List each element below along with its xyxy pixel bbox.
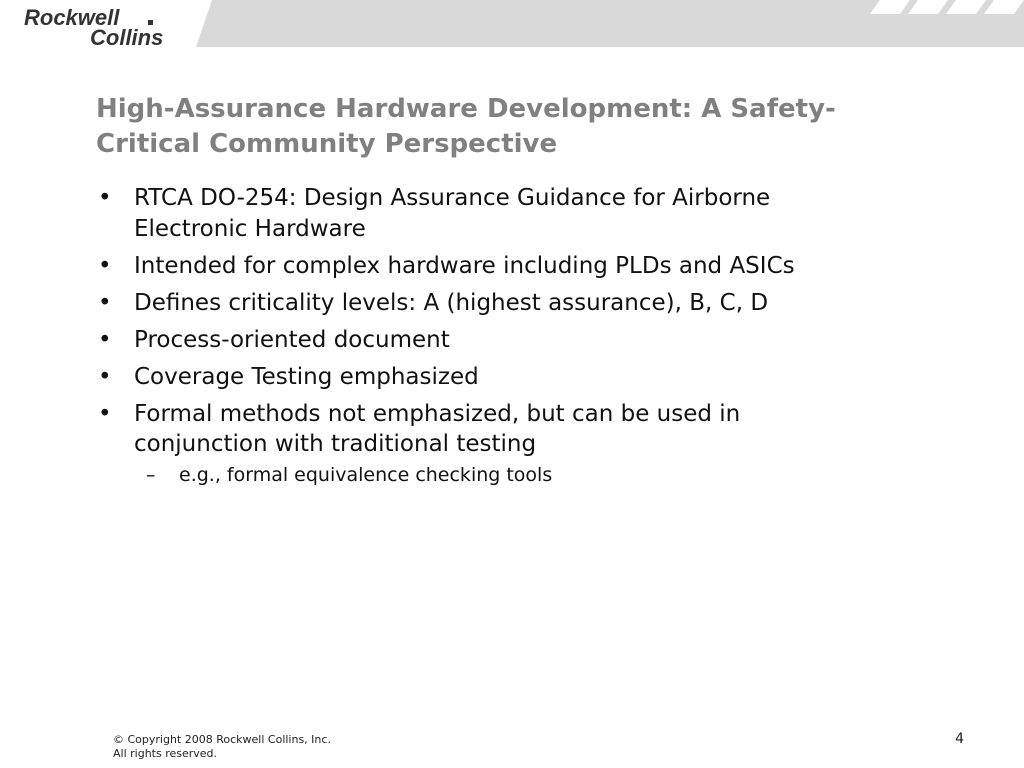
- sub-bullet-symbol: –: [146, 463, 156, 486]
- sub-bullet-item: [134, 463, 956, 487]
- bullet-text: Process-oriented document: [134, 326, 450, 353]
- bullet-symbol: •: [98, 252, 112, 279]
- bullet-item: [96, 399, 956, 487]
- bullet-symbol: •: [98, 326, 112, 353]
- bullet-text: Coverage Testing emphasized: [134, 363, 479, 390]
- sub-bullet-list: [134, 463, 956, 487]
- bullet-text-continued: conjunction with traditional testing: [134, 431, 537, 457]
- bullet-item: [96, 325, 956, 356]
- rights-line: All rights reserved.: [113, 747, 218, 760]
- bullet-symbol: •: [98, 289, 112, 316]
- logo-text-rockwell: Rockwell: [24, 6, 120, 30]
- page-number: 4: [955, 731, 964, 747]
- logo-text-collins: Collins: [90, 25, 164, 46]
- bullet-item: [96, 251, 956, 282]
- bullet-text: Formal methods not emphasized, but can be used in: [134, 400, 741, 427]
- slide-title-line1: High-Assurance Hardware Development: A Safety-: [96, 94, 836, 124]
- sub-bullet-text: e.g., formal equivalence checking tools: [179, 463, 553, 486]
- bullet-text: Intended for complex hardware including PLDs and ASICs: [134, 252, 795, 279]
- bullet-text-continued: Electronic Hardware: [134, 215, 366, 242]
- copyright-notice: [113, 733, 331, 761]
- bullet-item: [96, 362, 956, 393]
- bullet-list: [96, 183, 956, 493]
- bullet-item: [96, 288, 956, 319]
- slide-title: [96, 92, 956, 162]
- bullet-text: Defines criticality levels: A (highest assurance), B, C, D: [134, 289, 769, 316]
- copyright-line: © Copyright 2008 Rockwell Collins, Inc.: [113, 733, 331, 746]
- bullet-symbol: •: [98, 363, 112, 390]
- bullet-symbol: •: [98, 400, 112, 427]
- slide-title-line2: Critical Community Perspective: [96, 129, 558, 159]
- bullet-symbol: •: [98, 185, 112, 211]
- bullet-text: RTCA DO-254: Design Assurance Guidance for Airborne: [134, 185, 771, 211]
- header-band: [0, 0, 1024, 47]
- rockwell-collins-logo: [24, 6, 184, 46]
- bullet-item: [96, 183, 956, 244]
